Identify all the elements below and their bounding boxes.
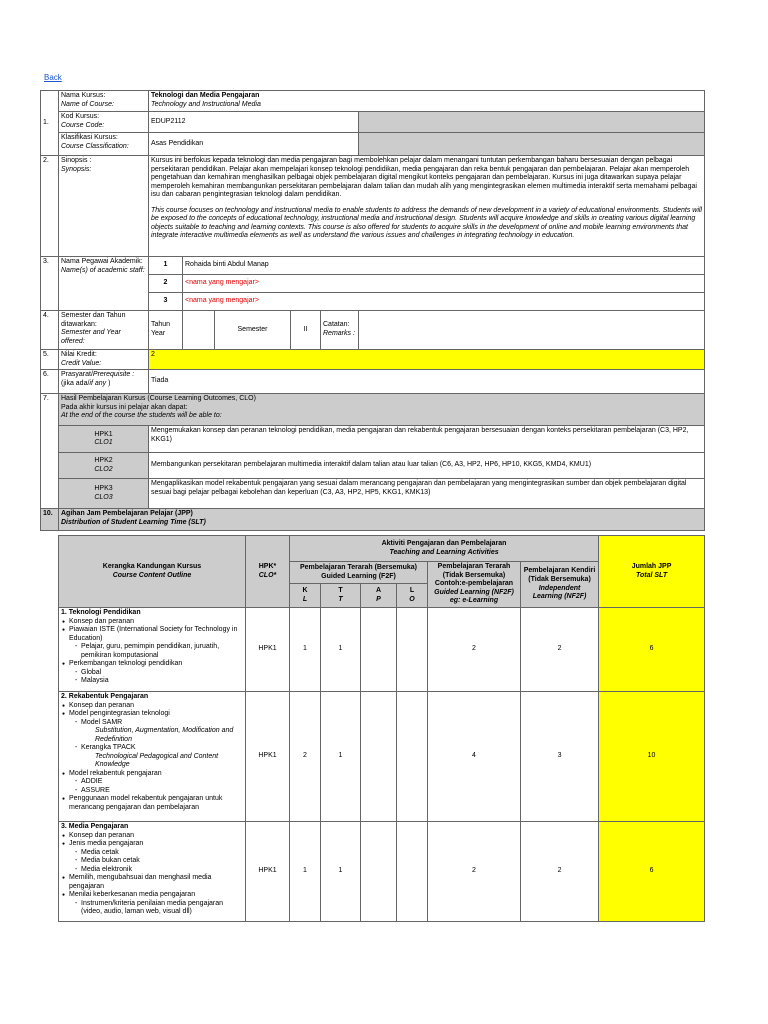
outline-item: ● Memilih, mengubahsuai dan menghasil media pengajaran xyxy=(61,874,243,891)
synopsis-label: Sinopsis : Synopsis: xyxy=(59,156,149,257)
outline-item: ● Konsep dan peranan xyxy=(61,618,243,627)
outline-item: ● Perkembangan teknologi pendidikan xyxy=(61,660,243,669)
outline-item: - Instrumen/kriteria penilaian media pengajaran (video, audio, laman web, visual dll) xyxy=(61,900,243,917)
topic-title: 3. Media Pengajaran xyxy=(61,823,129,830)
outline-item: ● Model rekabentuk pengajaran xyxy=(61,770,243,779)
nf2f-header: Pembelajaran Terarah (Tidak Bersemuka) Contoh:e-pembelajaran Guided Learning (NF2F) eg: e-Learning xyxy=(428,562,521,608)
topic-nf2f: 2 xyxy=(428,608,521,692)
course-name-label: Nama Kursus: Name of Course: xyxy=(59,91,149,112)
topic-tutorial: 1 xyxy=(321,822,361,922)
topic-tutorial: 1 xyxy=(321,608,361,692)
independent-header: Pembelajaran Kendiri (Tidak Bersemuka) Independent Learning (NF2F) xyxy=(521,562,599,608)
topic-independent: 2 xyxy=(521,608,599,692)
row-number: 5. xyxy=(41,350,59,370)
topic-outline xyxy=(59,608,246,692)
outline-item: ● Piawaian ISTE (International Society for Technology in Education) xyxy=(61,626,243,643)
staff-number: 1 xyxy=(149,257,183,275)
course-info-table xyxy=(40,90,705,531)
synopsis-english: This course focuses on technology and instructional media to enable students to address the demands of new development in a variety of educational environments. Students will be exposed to the concepts of educational technology, instructional media and instructional design. Students will acquire knowledge and skills in creating various digital learning objects suitable to teaching and learning contexts. This course is also offered for students to acquire skills in the development of online and mobile learning environments that integrate interactive multimedia elements as well as understand the various issues and challenges in integrating technology in education. xyxy=(151,206,702,240)
outline-item: ● Jenis media pengajaran xyxy=(61,840,243,849)
staff-number: 3 xyxy=(149,293,183,311)
classification-label: Klasifikasi Kursus: Course Classification: xyxy=(59,133,149,156)
clo-header: Hasil Pembelajaran Kursus (Course Learning Outcomes, CLO) Pada akhir kursus ini pelajar akan dapat: At the end of the course the students will be able to: xyxy=(59,394,705,426)
slt-header: Agihan Jam Pembelajaran Pelajar (JPP) Distribution of Student Learning Time (SLT) xyxy=(59,509,705,531)
row-number: 2. xyxy=(41,156,59,257)
remarks-value xyxy=(359,311,705,350)
semester-heading: Semester xyxy=(215,311,291,350)
credit-value: 2 xyxy=(149,350,705,370)
outline-item: - Kerangka TPACK xyxy=(61,744,243,753)
staff-label: Nama Pegawai Akademik: Name(s) of academic staff: xyxy=(59,257,149,311)
outline-item: Technological Pedagogical and Content Knowledge xyxy=(95,752,219,769)
course-code: EDUP2112 xyxy=(149,112,359,133)
staff-number: 2 xyxy=(149,275,183,293)
staff-name-placeholder: <nama yang mengajar> xyxy=(183,293,705,311)
topic-lecture: 1 xyxy=(290,822,321,922)
outline-item: - Media cetak xyxy=(61,849,243,858)
topic-items xyxy=(61,618,243,686)
lecture-header: K L xyxy=(290,584,321,608)
row-number: 3. xyxy=(41,257,59,311)
topic-hpk: HPK1 xyxy=(246,608,290,692)
outline-item: ● Penggunaan model rekabentuk pengajaran untuk merancang pengajaran dan pembelajaran xyxy=(61,795,243,812)
topic-title: 2. Rekabentuk Pengajaran xyxy=(61,693,149,700)
row-number: 10. xyxy=(41,509,59,531)
outline-item: ● Konsep dan peranan xyxy=(61,832,243,841)
tutorial-header: T T xyxy=(321,584,361,608)
synopsis xyxy=(149,156,705,257)
outline-item: - Media bukan cetak xyxy=(61,857,243,866)
row-number: 7. xyxy=(41,394,59,509)
topic-other xyxy=(397,608,428,692)
staff-name-placeholder: <nama yang mengajar> xyxy=(183,275,705,293)
clo-code: HPK2 CLO2 xyxy=(59,453,149,479)
total-slt-header: Jumlah JPP Total SLT xyxy=(599,536,705,608)
grey-cell xyxy=(359,112,705,133)
outline-item: Substitution, Augmentation, Modification and Redefinition xyxy=(95,727,234,743)
semester-label: Semester dan Tahun ditawarkan: Semester and Year offered: xyxy=(59,311,149,350)
outline-item: - Pelajar, guru, pemimpin pendidikan, juruatih, pemikiran komputasional xyxy=(61,643,243,660)
year-value xyxy=(183,311,215,350)
topic-practical xyxy=(361,822,397,922)
topic-other xyxy=(397,692,428,822)
other-header: L O xyxy=(397,584,428,608)
clo-text: Mengaplikasikan model rekabentuk pengajaran yang sesuai dalam merancang pengajaran dan pembelajaran yang mengintegrasikan sumber dan objek pembelajaran digital sesuai bagi pelajar pelbagai kebolehan dan keperluan (C3, A3, HP2, HP5, KKG1, KMK13) xyxy=(149,479,705,509)
activity-header: Aktiviti Pengajaran dan Pembelajaran Teaching and Learning Activities xyxy=(290,536,599,562)
row-number: 1. xyxy=(41,91,59,156)
topic-total: 10 xyxy=(599,692,705,822)
grey-cell xyxy=(359,133,705,156)
topic-outline xyxy=(59,822,246,922)
slt-table xyxy=(58,535,705,922)
f2f-header: Pembelajaran Terarah (Bersemuka) Guided Learning (F2F) xyxy=(290,562,428,584)
topic-practical xyxy=(361,692,397,822)
topic-total: 6 xyxy=(599,822,705,922)
clo-text: Mengemukakan konsep dan peranan teknologi pendidikan, media pengajaran dan rekabentuk pengajaran bersesuaian dengan konteks persekitaran pembelajaran (C3, HP2, KKG1) xyxy=(149,426,705,453)
row-number: 4. xyxy=(41,311,59,350)
topic-other xyxy=(397,822,428,922)
topic-independent: 3 xyxy=(521,692,599,822)
clo-code: HPK3 CLO3 xyxy=(59,479,149,509)
outline-header: Kerangka Kandungan Kursus Course Content Outline xyxy=(59,536,246,608)
prerequisite-value: Tiada xyxy=(149,370,705,394)
practical-header: A P xyxy=(361,584,397,608)
topic-hpk: HPK1 xyxy=(246,822,290,922)
course-name: Teknologi dan Media Pengajaran Technology and Instructional Media xyxy=(149,91,705,112)
row-number: 6. xyxy=(41,370,59,394)
topic-lecture: 1 xyxy=(290,608,321,692)
hpk-header: HPK* CLO* xyxy=(246,536,290,608)
clo-code: HPK1 CLO1 xyxy=(59,426,149,453)
topic-lecture: 2 xyxy=(290,692,321,822)
outline-item: - Malaysia xyxy=(61,677,243,686)
topic-independent: 2 xyxy=(521,822,599,922)
year-label: Tahun Year xyxy=(149,311,183,350)
topic-nf2f: 4 xyxy=(428,692,521,822)
semester-value: II xyxy=(291,311,321,350)
synopsis-malay: Kursus ini berfokus kepada teknologi dan media pengajaran bagi membolehkan pelajar dalam menangani tuntutan perkembangan baharu bersesuaian dengan pelbagai persekitaran pendidikan. Pelajar akan mempelajari konsep teknologi pendidikan, media pengajaran dan reka bentuk pengajaran dan pembelajaran. Pelajar akan memperoleh pengetahuan dan kemahiran menghasilkan pelbagai objek pembelajaran digital mengikut konteks pengajaran dan pembelajaran. Kursus ini juga ditawarkan supaya pelajar memperoleh kemahiran membangunkan persekitaran pembelajaran dalam talian dan mudah alih yang mengintegrasikan elemen multimedia interaktif serta memahami pelbagai isu dan cabaran pengintegrasian teknologi dalam pendidikan. xyxy=(151,157,697,199)
outline-item: - ASSURE xyxy=(61,787,243,796)
back-link[interactable]: Back xyxy=(44,73,62,82)
clo-text: Membangunkan persekitaran pembelajaran multimedia interaktif dalam talian atau luar talian (C6, A3, HP2, HP6, HP10, KKG5, KMD4, KMU1) xyxy=(149,453,705,479)
topic-total: 6 xyxy=(599,608,705,692)
topic-title: 1. Teknologi Pendidikan xyxy=(61,609,141,616)
outline-item: - Model SAMR xyxy=(61,719,243,728)
course-code-label: Kod Kursus: Course Code: xyxy=(59,112,149,133)
prerequisite-label: Prasyarat/Prerequisite : (jika ada/if any ) xyxy=(59,370,149,394)
topic-items xyxy=(61,832,243,917)
topic-nf2f: 2 xyxy=(428,822,521,922)
outline-item: - Global xyxy=(61,669,243,678)
outline-item: - Media elektronik xyxy=(61,866,243,875)
outline-item: ● Menilai keberkesanan media pengajaran xyxy=(61,891,243,900)
classification: Asas Pendidikan xyxy=(149,133,359,156)
staff-name: Rohaida binti Abdul Manap xyxy=(183,257,705,275)
outline-item: ● Model pengintegrasian teknologi xyxy=(61,710,243,719)
topic-items xyxy=(61,702,243,813)
outline-item: - ADDIE xyxy=(61,778,243,787)
topic-hpk: HPK1 xyxy=(246,692,290,822)
remarks-label: Catatan: Remarks : xyxy=(321,311,359,350)
credit-label: Nilai Kredit: Credit Value: xyxy=(59,350,149,370)
topic-tutorial: 1 xyxy=(321,692,361,822)
topic-practical xyxy=(361,608,397,692)
outline-item: ● Konsep dan peranan xyxy=(61,702,243,711)
topic-outline xyxy=(59,692,246,822)
